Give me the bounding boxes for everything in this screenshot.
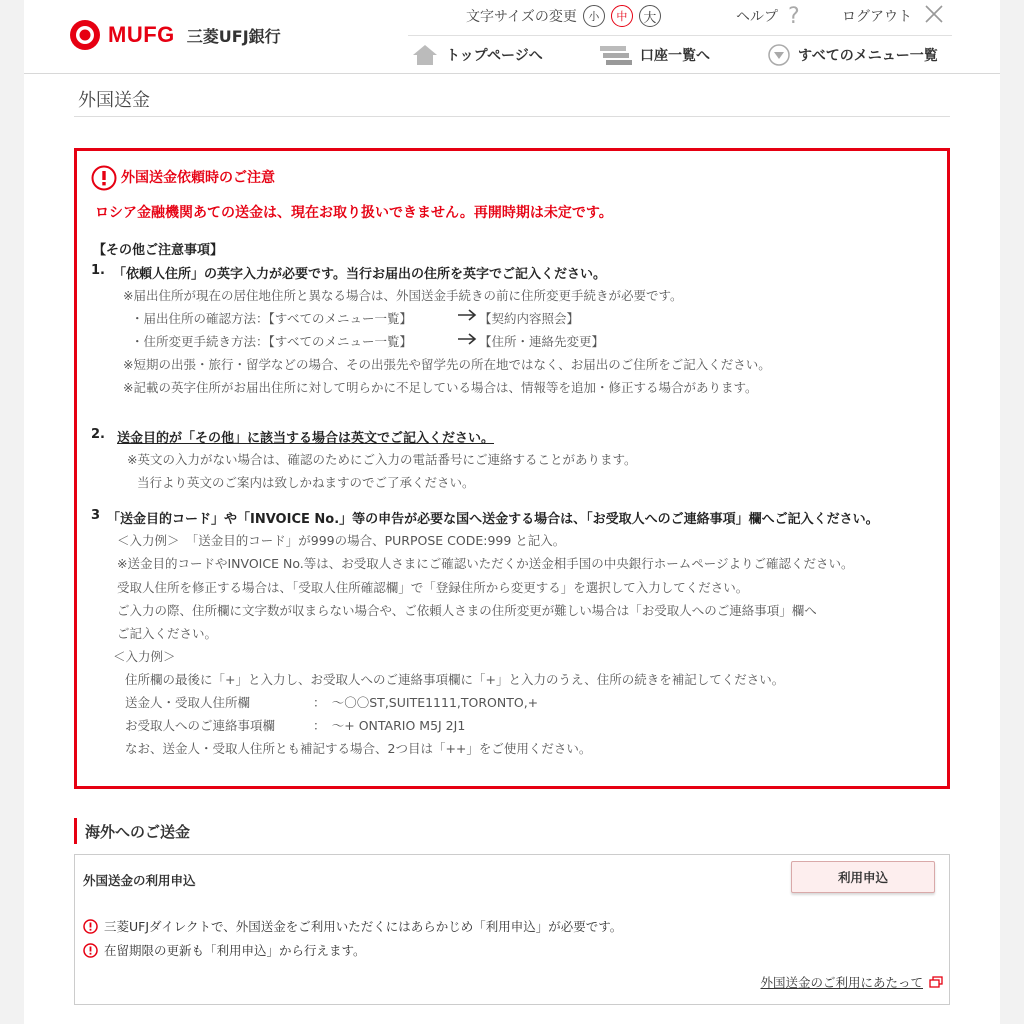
item1-note1: ※届出住所が現在の居住地住所と異なる場合は、外国送金手続きの前に住所変更手続きが必要です。 [123,288,683,303]
chevron-down-icon [768,44,790,66]
sender-address-label: 送金人・受取人住所欄 [125,695,251,710]
font-size-large-button[interactable]: 大 [639,5,661,27]
bank-name: 三菱UFJ銀行 [186,26,281,46]
mufg-logo[interactable] [70,20,281,50]
item3-note2: 受取人住所を修正する場合は、「受取人住所確認欄」で「登録住所から変更する」を選択して入力してください。 [117,580,749,595]
help-label: ヘルプ [736,9,778,25]
info-line-2 [83,941,366,959]
home-icon [412,44,438,66]
item1-title: 「依頼人住所」の英字入力が必要です。当行お届出の住所を英字でご記入ください。 [113,267,606,282]
notice-box [74,148,950,789]
application-box [74,854,950,1005]
application-title: 外国送金の利用申込 [83,873,196,888]
font-size-control [466,4,661,28]
font-size-small-button[interactable]: 小 [583,5,605,27]
close-icon [924,4,944,28]
logout-label: ログアウト [842,9,912,25]
item1-change-method: ・住所変更手続き方法：【すべてのメニュー一覧】 [131,334,413,349]
item1-note3: ※記載の英字住所がお届出住所に対して明らかに不足している場合は、情報等を追加・修正する場合があります。 [123,380,758,395]
item1-change-target: 【住所・連絡先変更】 [479,334,605,349]
info-line-2-text: 在留期限の更新も「利用申込」から行えます。 [104,943,366,958]
external-link-icon [929,976,943,988]
item3-example-heading: ＜入力例＞ [113,649,176,664]
item3-example-text: 住所欄の最後に「+」と入力し、お受取人へのご連絡事項欄に「+」と入力のうえ、住所の続きを補記してください。 [125,672,785,687]
info-line-1-text: 三菱UFJダイレクトで、外国送金をご利用いただくにはあらかじめ「利用申込」が必要です。 [104,919,623,934]
nav-all-menu-label: すべてのメニュー一覧 [798,48,938,64]
item3-note1: ※送金目的コードやINVOICE No.等は、お受取人さまにご確認いただくか送金相手国の中央銀行ホームページよりご確認ください。 [117,556,854,571]
mufg-logo-icon [70,20,100,50]
font-size-medium-button[interactable]: 中 [611,5,633,27]
logout-button[interactable] [842,4,944,28]
recipient-message-example: ： ～+ ONTARIO M5J 2J1 [313,718,466,733]
sender-address-example: ： ～〇〇ST,SUITE1111,TORONTO,+ [313,695,539,710]
header-divider [408,35,952,36]
recipient-message-label: お受取人へのご連絡事項欄 [125,718,276,733]
nav-account-list[interactable] [600,42,710,68]
item3-note3: ご入力の際、住所欄に文字数が収まらない場合や、ご依頼人さまの住所変更が難しい場合は「お受取人へのご連絡事項」欄へ [117,603,817,618]
other-notes-heading: 【その他ご注意事項】 [93,243,224,258]
warning-icon [83,943,98,958]
item2-note1: ※英文の入力がない場合は、確認のためにご入力の電話番号にご連絡することがあります。 [127,452,637,467]
nav-top-label: トップページへ [446,48,543,64]
section-heading: 海外へのご送金 [74,818,190,844]
notice-heading: 外国送金依頼時のご注意 [121,170,275,186]
item1-check-method: ・届出住所の確認方法：【すべてのメニュー一覧】 [131,311,413,326]
item3-example: ＜入力例＞ 「送金目的コード」が999の場合、PURPOSE CODE:999 と記入。 [117,533,566,548]
page [24,0,1000,1024]
account-list-icon [600,44,632,66]
info-line-1 [83,917,622,935]
item1-check-target: 【契約内容照会】 [479,311,580,326]
arrow-right-icon [457,332,477,349]
item1-note2: ※短期の出張・旅行・留学などの場合、その出張先や留学先の所在地ではなく、お届出のご住所をご記入ください。 [123,357,771,372]
item2-number: 2. [91,427,105,442]
item3-title: 「送金目的コード」や「INVOICE No.」等の申告が必要な国へ送金する場合は、「お受取人へのご連絡事項」欄へご記入ください。 [107,512,879,527]
item3-note4: ご記入ください。 [117,626,218,641]
nav-all-menu[interactable] [768,42,938,68]
title-divider [74,116,950,117]
usage-guide-link[interactable] [760,973,943,991]
help-icon: ? [788,3,800,29]
item2-title: 送金目的が「その他」に該当する場合は英文でご記入ください。 [117,431,495,446]
warning-icon [91,165,117,195]
warning-icon [83,919,98,934]
item2-note2: 当行より英文のご案内は致しかねますのでご了承ください。 [137,475,475,490]
arrow-right-icon [457,308,477,325]
help-link[interactable] [736,4,800,28]
nav-top-page[interactable] [412,42,543,68]
font-size-label: 文字サイズの変更 [466,9,577,25]
russia-notice: ロシア金融機関あての送金は、現在お取り扱いできません。再開時期は未定です。 [95,205,613,221]
item3-number: 3 [91,508,101,523]
header [24,0,1000,74]
nav-accounts-label: 口座一覧へ [640,48,710,64]
usage-guide-link-text: 外国送金のご利用にあたって [760,975,923,990]
item1-number: 1. [91,263,105,278]
item3-final-note: なお、送金人・受取人住所とも補記する場合、2つ目は「++」をご使用ください。 [125,741,592,756]
page-title: 外国送金 [78,90,150,111]
logo-text: MUFG [108,22,175,47]
apply-button[interactable]: 利用申込 [791,861,935,893]
